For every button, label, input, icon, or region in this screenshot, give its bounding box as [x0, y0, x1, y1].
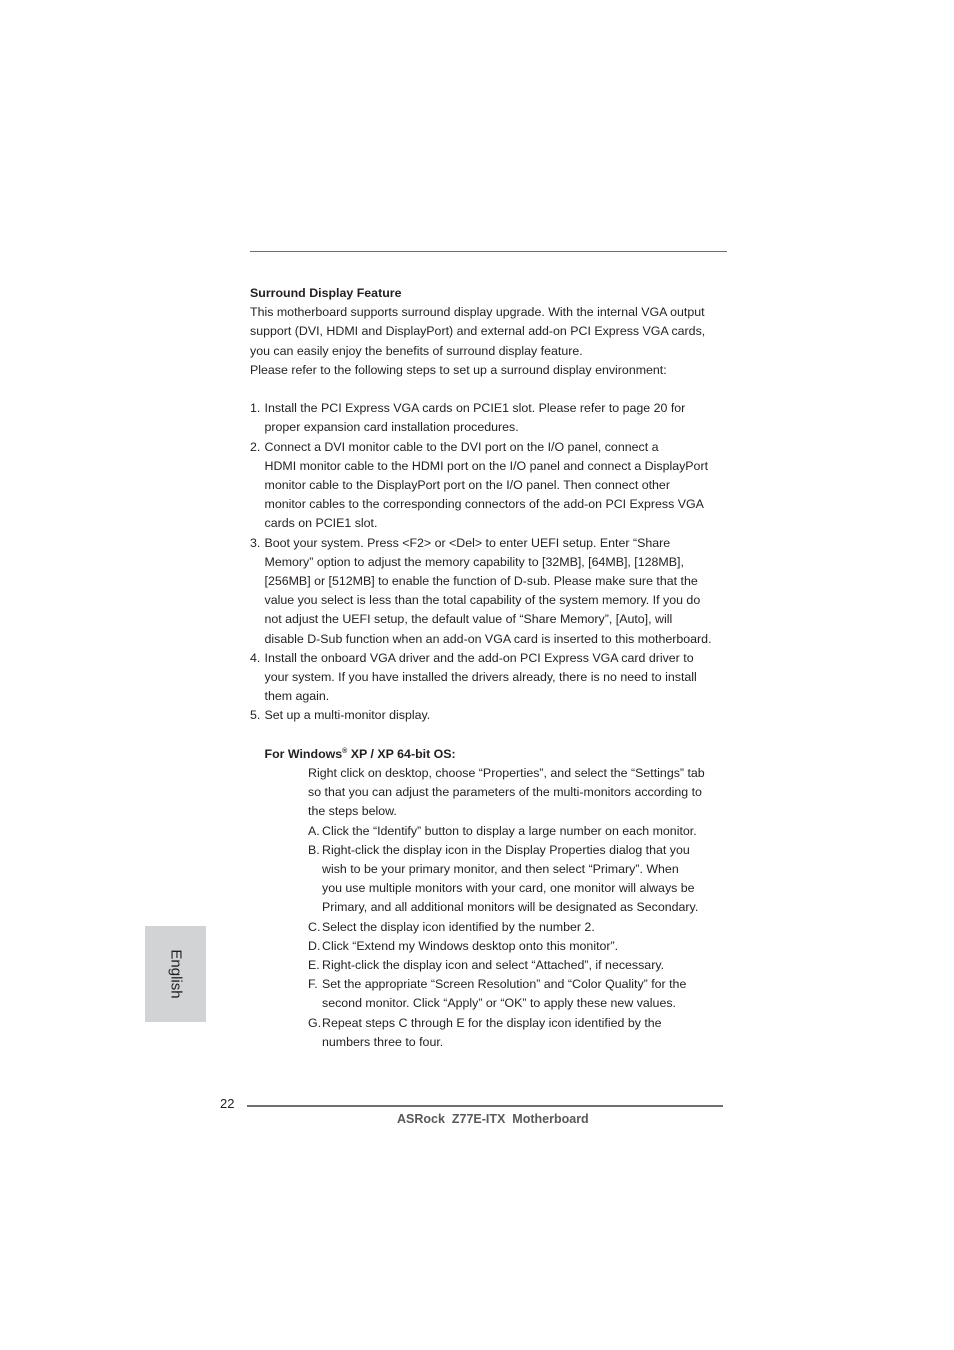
windows-xp-body — [265, 764, 725, 1052]
substep-text — [322, 918, 724, 937]
step-text — [265, 438, 731, 534]
step-line: HDMI monitor cable to the HDMI port on the I/O panel and connect a DisplayPort — [264, 458, 709, 473]
setup-step-2 — [250, 438, 730, 534]
registered-mark: ® — [342, 747, 348, 755]
substep-line: Click “Extend my Windows desktop onto this monitor”. — [322, 938, 619, 953]
substep-d — [308, 937, 724, 956]
setup-steps-list — [250, 399, 730, 725]
step-line: Install the onboard VGA driver and the add-on PCI Express VGA card driver to — [264, 650, 694, 665]
step-text — [265, 706, 731, 725]
section-title: Surround Display Feature — [250, 286, 402, 300]
setup-step-1 — [250, 399, 730, 437]
substep-c — [308, 918, 724, 937]
step-line: Memory” option to adjust the memory capability to [32MB], [64MB], [128MB], — [264, 554, 684, 569]
step-line: them again. — [264, 689, 330, 704]
step-number: 4. — [250, 650, 261, 665]
substep-letter: D. — [308, 938, 321, 953]
substep-line: Repeat steps C through E for the display icon identified by the — [322, 1015, 662, 1030]
windows-substeps-list — [308, 822, 724, 1052]
step-line: Install the PCI Express VGA cards on PCIE1 slot. Please refer to page 20 for — [264, 401, 686, 416]
step-line: [256MB] or [512MB] to enable the function of D-sub. Please make sure that the — [264, 574, 698, 589]
intro-line: support (DVI, HDMI and DisplayPort) and external add-on PCI Express VGA cards, — [250, 324, 706, 339]
substep-line: second monitor. Click “Apply” or “OK” to apply these new values. — [322, 996, 676, 1011]
substep-e — [308, 956, 724, 975]
step-number: 1. — [250, 401, 261, 416]
footer-product-name: ASRock Z77E-ITX Motherboard — [397, 1112, 589, 1126]
step-number: 2. — [250, 439, 261, 454]
substep-line: you use multiple monitors with your card, one monitor will always be — [322, 881, 695, 896]
substep-text — [322, 975, 724, 1013]
substep-text — [322, 937, 724, 956]
windows-xp-section — [250, 745, 730, 1052]
substep-letter: F. — [308, 977, 318, 992]
intro-line: you can easily enjoy the benefits of surround display feature. — [250, 343, 583, 358]
substep-line: wish to be your primary monitor, and then select “Primary”. When — [322, 862, 679, 877]
windows-xp-heading — [265, 745, 731, 764]
substep-text — [322, 841, 724, 918]
step-number: 3. — [250, 535, 261, 550]
page-content — [250, 284, 730, 1052]
substep-letter: E. — [308, 958, 320, 973]
step-line: monitor cables to the corresponding connectors of the add-on PCI Express VGA — [264, 497, 704, 512]
setup-step-3 — [250, 534, 730, 649]
step-text — [265, 399, 731, 437]
footer-divider — [247, 1105, 723, 1107]
section-intro — [250, 303, 730, 380]
step-text — [265, 649, 731, 707]
substep-text — [322, 1014, 724, 1052]
substep-b — [308, 841, 724, 918]
substep-letter: G. — [308, 1015, 322, 1030]
step-text — [265, 534, 731, 649]
step-line: value you select is less than the total capability of the system memory. If you do — [264, 593, 701, 608]
step-line: cards on PCIE1 slot. — [264, 516, 378, 531]
step-line: Connect a DVI monitor cable to the DVI port on the I/O panel, connect a — [264, 439, 659, 454]
substep-line: Set the appropriate “Screen Resolution” and “Color Quality” for the — [322, 977, 687, 992]
substep-line: Click the “Identify” button to display a large number on each monitor. — [322, 823, 697, 838]
windows-intro-line: so that you can adjust the parameters of the multi-monitors according to — [308, 785, 702, 800]
step-line: monitor cable to the DisplayPort port on the I/O panel. Then connect other — [264, 478, 670, 493]
page-number: 22 — [220, 1096, 235, 1111]
setup-step-4 — [250, 649, 730, 707]
intro-line: This motherboard supports surround display upgrade. With the internal VGA output — [250, 305, 705, 320]
substep-letter: C. — [308, 919, 321, 934]
step-line: disable D-Sub function when an add-on VGA card is inserted to this motherboard. — [264, 631, 712, 646]
substep-letter: A. — [308, 823, 320, 838]
substep-g — [308, 1014, 724, 1052]
substep-line: Select the display icon identified by the number 2. — [322, 919, 595, 934]
substep-line: Right-click the display icon and select “Attached”, if necessary. — [322, 958, 665, 973]
step-number: 5. — [250, 708, 261, 723]
step-line: proper expansion card installation procedures. — [264, 420, 519, 435]
heading-suffix: XP / XP 64-bit OS: — [347, 746, 456, 761]
step-line: Set up a multi-monitor display. — [264, 708, 431, 723]
substep-letter: B. — [308, 842, 320, 857]
header-divider — [250, 251, 727, 252]
language-label: English — [167, 949, 184, 999]
substep-line: numbers three to four. — [322, 1034, 444, 1049]
substep-text — [322, 822, 724, 841]
language-side-tab — [145, 926, 206, 1022]
step-line: not adjust the UEFI setup, the default value of “Share Memory”, [Auto], will — [264, 612, 673, 627]
substep-text — [322, 956, 724, 975]
substep-line: Right-click the display icon in the Display Properties dialog that you — [322, 842, 690, 857]
heading-prefix: For Windows — [264, 746, 343, 761]
intro-line: Please refer to the following steps to set up a surround display environment: — [250, 362, 667, 377]
step-line: your system. If you have installed the drivers already, there is no need to install — [264, 670, 697, 685]
windows-intro-line: Right click on desktop, choose “Properties”, and select the “Settings” tab — [308, 766, 705, 781]
windows-intro-line: the steps below. — [308, 804, 397, 819]
setup-step-5 — [250, 706, 730, 725]
substep-f — [308, 975, 724, 1013]
step-line: Boot your system. Press <F2> or <Del> to enter UEFI setup. Enter “Share — [264, 535, 671, 550]
substep-a — [308, 822, 724, 841]
substep-line: Primary, and all additional monitors will be designated as Secondary. — [322, 900, 699, 915]
